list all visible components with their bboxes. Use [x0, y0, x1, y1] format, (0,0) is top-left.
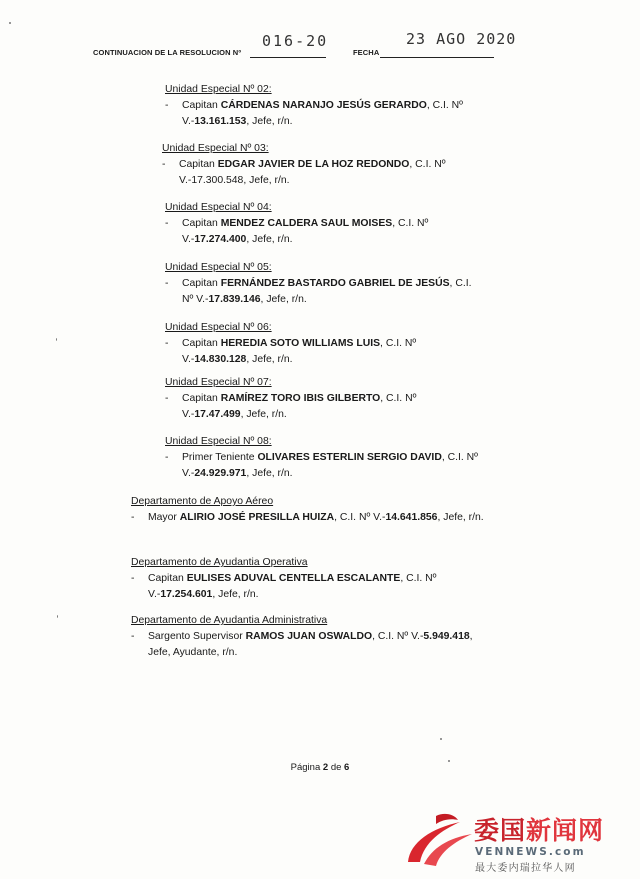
list-item — [131, 629, 496, 661]
resolution-number-stamp: 016-20 — [262, 32, 329, 50]
list-dash: - — [165, 100, 169, 111]
scan-speck — [56, 338, 57, 341]
entry-text: Primer Teniente OLIVARES ESTERLIN SERGIO DAVID, C.I. Nº V.-24.929.971, Jefe, r/n. — [182, 452, 478, 479]
section-ayudantia-administrativa — [131, 613, 496, 661]
section-title: Unidad Especial Nº 03: — [162, 143, 269, 154]
list-item — [165, 391, 480, 423]
section-unidad-06 — [165, 320, 480, 368]
list-item — [131, 571, 496, 603]
entry-text: Capitan CÁRDENAS NARANJO JESÚS GERARDO, C.I. Nº V.-13.161.153, Jefe, r/n. — [182, 100, 463, 127]
section-unidad-03 — [162, 141, 480, 189]
resolution-header — [0, 30, 640, 70]
entry-text: Capitan EULISES ADUVAL CENTELLA ESCALANTE, C.I. Nº V.-17.254.601, Jefe, r/n. — [148, 573, 437, 600]
list-dash: - — [165, 218, 169, 229]
watermark-english-title: VENNEWS.com — [475, 846, 586, 858]
date-stamp: 23 AGO 2020 — [406, 30, 517, 48]
section-apoyo-aereo — [131, 494, 496, 526]
page-number: Página 2 de 6 — [290, 762, 350, 773]
list-dash: - — [131, 631, 135, 642]
entry-text: Capitan MENDEZ CALDERA SAUL MOISES, C.I. Nº V.-17.274.400, Jefe, r/n. — [182, 218, 429, 245]
list-dash: - — [165, 452, 169, 463]
section-title: Departamento de Ayudantia Operativa — [131, 557, 308, 568]
list-item — [165, 276, 480, 308]
flame-swoosh-logo-icon — [402, 808, 482, 872]
resolution-number-line — [250, 57, 326, 58]
section-title: Unidad Especial Nº 04: — [165, 202, 272, 213]
list-dash: - — [131, 512, 135, 523]
list-dash: - — [165, 393, 169, 404]
list-dash: - — [165, 338, 169, 349]
section-title: Unidad Especial Nº 06: — [165, 322, 272, 333]
section-unidad-05 — [165, 260, 480, 308]
section-title: Unidad Especial Nº 02: — [165, 84, 272, 95]
section-unidad-07 — [165, 375, 480, 423]
watermark-chinese-title: 委国新闻网 — [474, 816, 605, 845]
list-item — [165, 336, 480, 368]
section-title: Unidad Especial Nº 05: — [165, 262, 272, 273]
list-item — [162, 157, 480, 189]
section-title: Departamento de Ayudantia Administrativa — [131, 615, 328, 626]
entry-text: Capitan EDGAR JAVIER DE LA HOZ REDONDO, C.I. Nº V.-17.300.548, Jefe, r/n. — [179, 159, 446, 186]
section-unidad-02 — [165, 82, 480, 130]
scan-speck — [9, 22, 11, 24]
section-unidad-04 — [165, 200, 480, 248]
scan-speck — [440, 738, 442, 740]
list-dash: - — [131, 573, 135, 584]
section-title: Unidad Especial Nº 08: — [165, 436, 272, 447]
section-unidad-08 — [165, 434, 495, 482]
section-title: Unidad Especial Nº 07: — [165, 377, 272, 388]
entry-text: Capitan HEREDIA SOTO WILLIAMS LUIS, C.I. Nº V.-14.830.128, Jefe, r/n. — [182, 338, 417, 365]
entry-text: Capitan RAMÍREZ TORO IBIS GILBERTO, C.I. Nº V.-17.47.499, Jefe, r/n. — [182, 393, 417, 420]
list-item — [165, 450, 495, 482]
entry-text: Mayor ALIRIO JOSÉ PRESILLA HUIZA, C.I. Nº V.-14.641.856, Jefe, r/n. — [148, 512, 484, 523]
list-item — [131, 510, 496, 526]
entry-text: Sargento Supervisor RAMOS JUAN OSWALDO, C.I. Nº V.-5.949.418, Jefe, Ayudante, r/n. — [148, 631, 473, 658]
section-title: Departamento de Apoyo Aéreo — [131, 496, 274, 507]
section-ayudantia-operativa — [131, 555, 496, 603]
scan-speck — [57, 615, 58, 618]
date-label: FECHA — [353, 48, 380, 57]
list-item — [165, 98, 480, 130]
list-dash: - — [165, 278, 169, 289]
entry-text: Capitan FERNÁNDEZ BASTARDO GABRIEL DE JESÚS, C.I. Nº V.-17.839.146, Jefe, r/n. — [182, 278, 472, 305]
list-item — [165, 216, 480, 248]
continuation-label: CONTINUACION DE LA RESOLUCION Nº — [93, 48, 242, 57]
vennews-watermark — [402, 808, 637, 874]
scan-speck — [448, 760, 450, 762]
watermark-subtitle: 最大委内瑞拉华人网 — [475, 863, 576, 874]
date-line — [380, 57, 494, 58]
list-dash: - — [162, 159, 166, 170]
